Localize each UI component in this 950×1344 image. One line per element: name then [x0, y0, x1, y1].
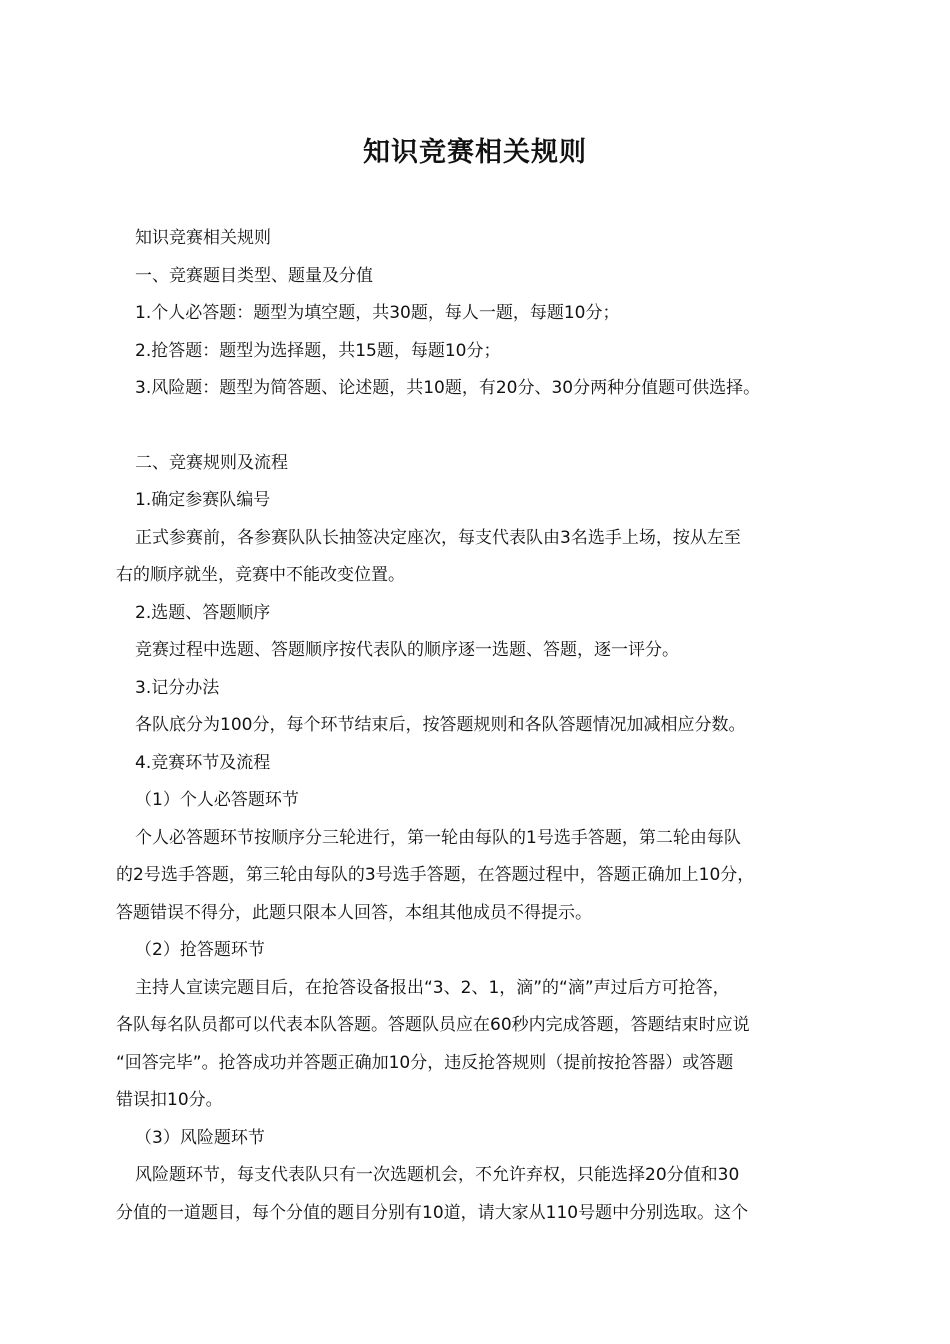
item-2-4: 4.竞赛环节及流程: [135, 752, 271, 773]
blank-line: [116, 408, 852, 445]
paragraph-5-line-2: 各队每名队员都可以代表本队答题。答题队员应在60秒内完成答题，答题结束时应说: [116, 1015, 750, 1035]
round-heading-1: （1）个人必答题环节: [135, 790, 299, 810]
paragraph-5-line-4: 错误扣10分。: [116, 1090, 223, 1110]
round-heading-2: （2）抢答题环节: [135, 940, 265, 960]
item-2-3: 3.记分办法: [135, 677, 220, 698]
paragraph-5-line-1: 主持人宣读完题目后，在抢答设备报出“3、2、1，滴”的“滴”声过后方可抢答，: [135, 977, 730, 998]
paragraph-6-line-1: 风险题环节，每支代表队只有一次选题机会，不允许弃权，只能选择20分值和30: [135, 1165, 740, 1185]
paragraph-4-line-2: 的2号选手答题，第三轮由每队的3号选手答题，在答题过程中，答题正确加上10分，: [116, 865, 755, 885]
page-title: 知识竞赛相关规则: [363, 137, 587, 168]
item-1-1: 1.个人必答题：题型为填空题，共30题，每人一题，每题10分；: [135, 303, 620, 323]
section-heading-2: 二、竞赛规则及流程: [135, 452, 288, 473]
item-2-1: 1.确定参赛队编号: [135, 490, 271, 510]
document-body: [116, 220, 852, 1232]
paragraph-4-line-3: 答题错误不得分，此题只限本人回答，本组其他成员不得提示。: [116, 902, 592, 923]
paragraph-3: 各队底分为100分，每个环节结束后，按答题规则和各队答题情况加减相应分数。: [135, 715, 746, 735]
item-2-2: 2.选题、答题顺序: [135, 602, 271, 623]
paragraph-2: 竞赛过程中选题、答题顺序按代表队的顺序逐一选题、答题，逐一评分。: [135, 640, 679, 660]
item-1-3: 3.风险题：题型为简答题、论述题，共10题，有20分、30分两种分值题可供选择。: [135, 378, 761, 398]
paragraph-6-line-2: 分值的一道题目，每个分值的题目分别有10道，请大家从110号题中分别选取。这个: [116, 1202, 749, 1223]
item-1-2: 2.抢答题：题型为选择题，共15题，每题10分；: [135, 340, 501, 361]
paragraph-5-line-3: “回答完毕”。抢答成功并答题正确加10分，违反抢答规则（提前按抢答器）或答题: [116, 1052, 734, 1073]
paragraph-4-line-1: 个人必答题环节按顺序分三轮进行，第一轮由每队的1号选手答题，第二轮由每队: [135, 827, 741, 848]
paragraph-1-line-2: 右的顺序就坐，竞赛中不能改变位置。: [116, 565, 405, 585]
section-heading-1: 一、竞赛题目类型、题量及分值: [135, 265, 373, 286]
round-heading-3: （3）风险题环节: [135, 1127, 265, 1148]
paragraph-1-line-1: 正式参赛前，各参赛队队长抽签决定座次，每支代表队由3名选手上场，按从左至: [135, 527, 741, 548]
subtitle: 知识竞赛相关规则: [135, 228, 271, 248]
